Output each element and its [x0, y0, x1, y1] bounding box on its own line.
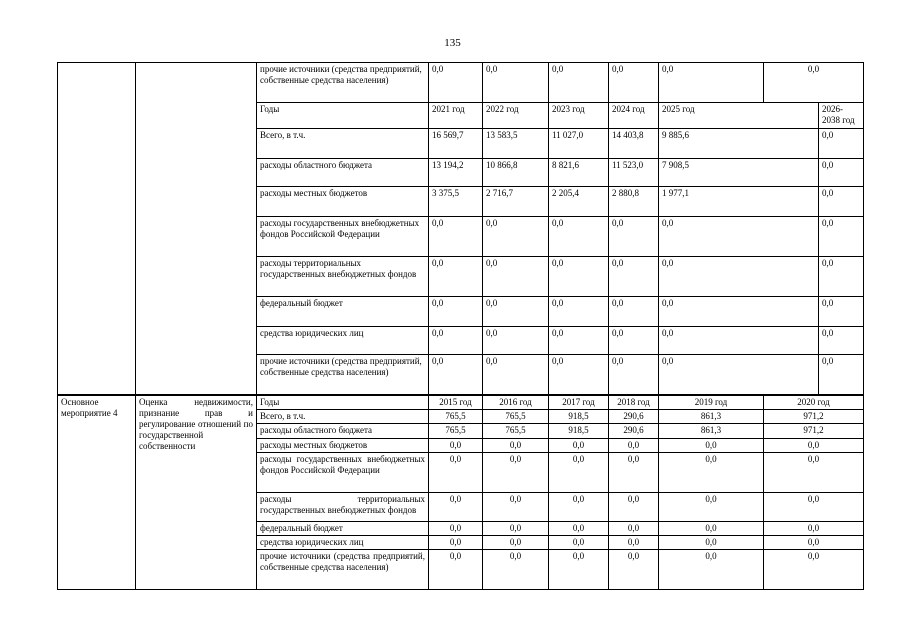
cell-value: 0,0 — [483, 217, 549, 257]
cell-value: 0,0 — [764, 453, 864, 493]
year-header: 2022 год — [483, 103, 549, 129]
cell-value: 0,0 — [429, 536, 483, 550]
table-row — [58, 63, 864, 103]
cell-value: 0,0 — [819, 217, 864, 257]
cell-value: 0,0 — [764, 493, 864, 522]
cell-value: 0,0 — [429, 493, 483, 522]
description-cell-empty — [136, 63, 257, 395]
cell-value: 0,0 — [609, 550, 659, 590]
cell-value: 0,0 — [609, 63, 659, 103]
cell-value: 0,0 — [549, 327, 609, 355]
row-label: средства юридических лиц — [257, 536, 429, 550]
row-label: расходы местных бюджетов — [257, 187, 429, 217]
funding-table-continued — [57, 62, 864, 395]
cell-value: 0,0 — [659, 355, 819, 395]
cell-value: 0,0 — [659, 493, 764, 522]
cell-value: 0,0 — [764, 439, 864, 453]
funding-table-activity-4 — [57, 395, 864, 590]
year-header: 2023 год — [549, 103, 609, 129]
cell-value: 861,3 — [659, 424, 764, 439]
row-label: Годы — [257, 103, 429, 129]
cell-value: 0,0 — [549, 493, 609, 522]
cell-value: 7 908,5 — [659, 159, 819, 187]
cell-value: 0,0 — [764, 522, 864, 536]
cell-value: 918,5 — [549, 410, 609, 424]
row-label: средства юридических лиц — [257, 327, 429, 355]
cell-value: 2 716,7 — [483, 187, 549, 217]
row-label: расходы территориальных государственных внебюджетных фондов — [257, 257, 429, 297]
cell-value: 0,0 — [819, 257, 864, 297]
cell-value: 0,0 — [483, 493, 549, 522]
cell-value: 0,0 — [819, 159, 864, 187]
year-header: 2018 год — [609, 396, 659, 410]
cell-value: 0,0 — [659, 522, 764, 536]
cell-value: 11 027,0 — [549, 129, 609, 159]
cell-value: 13 194,2 — [429, 159, 483, 187]
activity-description: Оценка недвижимости, признание прав и регулирование отношений по государственной собственности — [136, 396, 257, 590]
cell-value: 16 569,7 — [429, 129, 483, 159]
row-label: расходы местных бюджетов — [257, 439, 429, 453]
year-header: 2017 год — [549, 396, 609, 410]
cell-value: 0,0 — [819, 355, 864, 395]
cell-value: 0,0 — [483, 536, 549, 550]
cell-value: 918,5 — [549, 424, 609, 439]
page-number: 135 — [444, 37, 461, 49]
year-header: 2019 год — [659, 396, 764, 410]
cell-value: 0,0 — [609, 217, 659, 257]
cell-value: 0,0 — [609, 493, 659, 522]
cell-value: 0,0 — [549, 217, 609, 257]
cell-value: 0,0 — [549, 257, 609, 297]
cell-value: 0,0 — [429, 63, 483, 103]
cell-value: 0,0 — [609, 522, 659, 536]
cell-value: 0,0 — [659, 550, 764, 590]
cell-value: 0,0 — [429, 439, 483, 453]
cell-value: 0,0 — [483, 355, 549, 395]
cell-value: 765,5 — [483, 410, 549, 424]
cell-value: 14 403,8 — [609, 129, 659, 159]
cell-value: 290,6 — [609, 410, 659, 424]
cell-value: 0,0 — [549, 550, 609, 590]
row-label: Всего, в т.ч. — [257, 410, 429, 424]
cell-value: 0,0 — [609, 297, 659, 327]
cell-value: 0,0 — [429, 550, 483, 590]
row-label: прочие источники (средства предприятий, собственные средства населения) — [257, 355, 429, 395]
cell-value: 0,0 — [819, 297, 864, 327]
cell-value: 0,0 — [609, 453, 659, 493]
cell-value: 0,0 — [429, 453, 483, 493]
cell-value: 971,2 — [764, 410, 864, 424]
cell-value: 0,0 — [764, 550, 864, 590]
cell-value: 765,5 — [429, 424, 483, 439]
cell-value: 0,0 — [659, 63, 764, 103]
cell-value: 0,0 — [429, 522, 483, 536]
row-label: федеральный бюджет — [257, 522, 429, 536]
year-header: 2025 год — [659, 103, 819, 129]
cell-value: 0,0 — [764, 536, 864, 550]
cell-value: 0,0 — [483, 439, 549, 453]
cell-value: 0,0 — [429, 297, 483, 327]
cell-value: 765,5 — [429, 410, 483, 424]
year-header: 2016 год — [483, 396, 549, 410]
cell-value: 0,0 — [659, 439, 764, 453]
row-label: прочие источники (средства предприятий, собственные средства населения) — [257, 550, 429, 590]
row-label: расходы областного бюджета — [257, 424, 429, 439]
cell-value: 0,0 — [819, 129, 864, 159]
cell-value: 0,0 — [609, 536, 659, 550]
cell-value: 0,0 — [429, 257, 483, 297]
cell-value: 0,0 — [609, 355, 659, 395]
cell-value: 0,0 — [549, 63, 609, 103]
row-label: федеральный бюджет — [257, 297, 429, 327]
row-label: расходы государственных внебюджетных фондов Российской Федерации — [257, 453, 429, 493]
cell-value: 0,0 — [659, 453, 764, 493]
cell-value: 13 583,5 — [483, 129, 549, 159]
cell-value: 0,0 — [483, 550, 549, 590]
row-label: Годы — [257, 396, 429, 410]
row-label: прочие источники (средства предприятий, собственные средства населения) — [257, 63, 429, 103]
year-header: 2015 год — [429, 396, 483, 410]
year-header: 2026-2038 год — [819, 103, 864, 129]
row-label: расходы территориальных государственных внебюджетных фондов — [257, 493, 429, 522]
cell-value: 0,0 — [659, 327, 819, 355]
year-header: 2020 год — [764, 396, 864, 410]
year-header: 2021 год — [429, 103, 483, 129]
table-row — [58, 396, 864, 410]
cell-value: 290,6 — [609, 424, 659, 439]
cell-value: 0,0 — [429, 217, 483, 257]
cell-value: 0,0 — [483, 453, 549, 493]
row-label: Всего, в т.ч. — [257, 129, 429, 159]
cell-value: 0,0 — [659, 217, 819, 257]
cell-value: 0,0 — [429, 327, 483, 355]
cell-value: 11 523,0 — [609, 159, 659, 187]
cell-value: 9 885,6 — [659, 129, 819, 159]
cell-value: 0,0 — [609, 439, 659, 453]
cell-value: 0,0 — [819, 327, 864, 355]
cell-value: 0,0 — [549, 536, 609, 550]
cell-value: 0,0 — [549, 453, 609, 493]
row-label: расходы областного бюджета — [257, 159, 429, 187]
cell-value: 0,0 — [609, 257, 659, 297]
activity-name: Основное мероприятие 4 — [58, 396, 136, 590]
cell-value: 0,0 — [483, 522, 549, 536]
cell-value: 0,0 — [483, 257, 549, 297]
cell-value: 0,0 — [609, 327, 659, 355]
cell-value: 0,0 — [659, 257, 819, 297]
cell-value: 0,0 — [659, 297, 819, 327]
cell-value: 0,0 — [659, 536, 764, 550]
cell-value: 0,0 — [429, 355, 483, 395]
cell-value: 861,3 — [659, 410, 764, 424]
cell-value: 971,2 — [764, 424, 864, 439]
cell-value: 8 821,6 — [549, 159, 609, 187]
cell-value: 765,5 — [483, 424, 549, 439]
cell-value: 0,0 — [549, 522, 609, 536]
cell-value: 3 375,5 — [429, 187, 483, 217]
cell-value: 2 205,4 — [549, 187, 609, 217]
cell-value: 0,0 — [549, 355, 609, 395]
cell-value: 0,0 — [483, 63, 549, 103]
cell-value: 0,0 — [483, 327, 549, 355]
cell-value: 0,0 — [549, 439, 609, 453]
cell-value: 0,0 — [819, 187, 864, 217]
cell-value: 0,0 — [483, 297, 549, 327]
year-header: 2024 год — [609, 103, 659, 129]
cell-value: 1 977,1 — [659, 187, 819, 217]
cell-value: 2 880,8 — [609, 187, 659, 217]
cell-value-merged: 0,0 — [764, 63, 864, 103]
cell-value: 10 866,8 — [483, 159, 549, 187]
activity-cell-empty — [58, 63, 136, 395]
row-label: расходы государственных внебюджетных фондов Российской Федерации — [257, 217, 429, 257]
cell-value: 0,0 — [549, 297, 609, 327]
